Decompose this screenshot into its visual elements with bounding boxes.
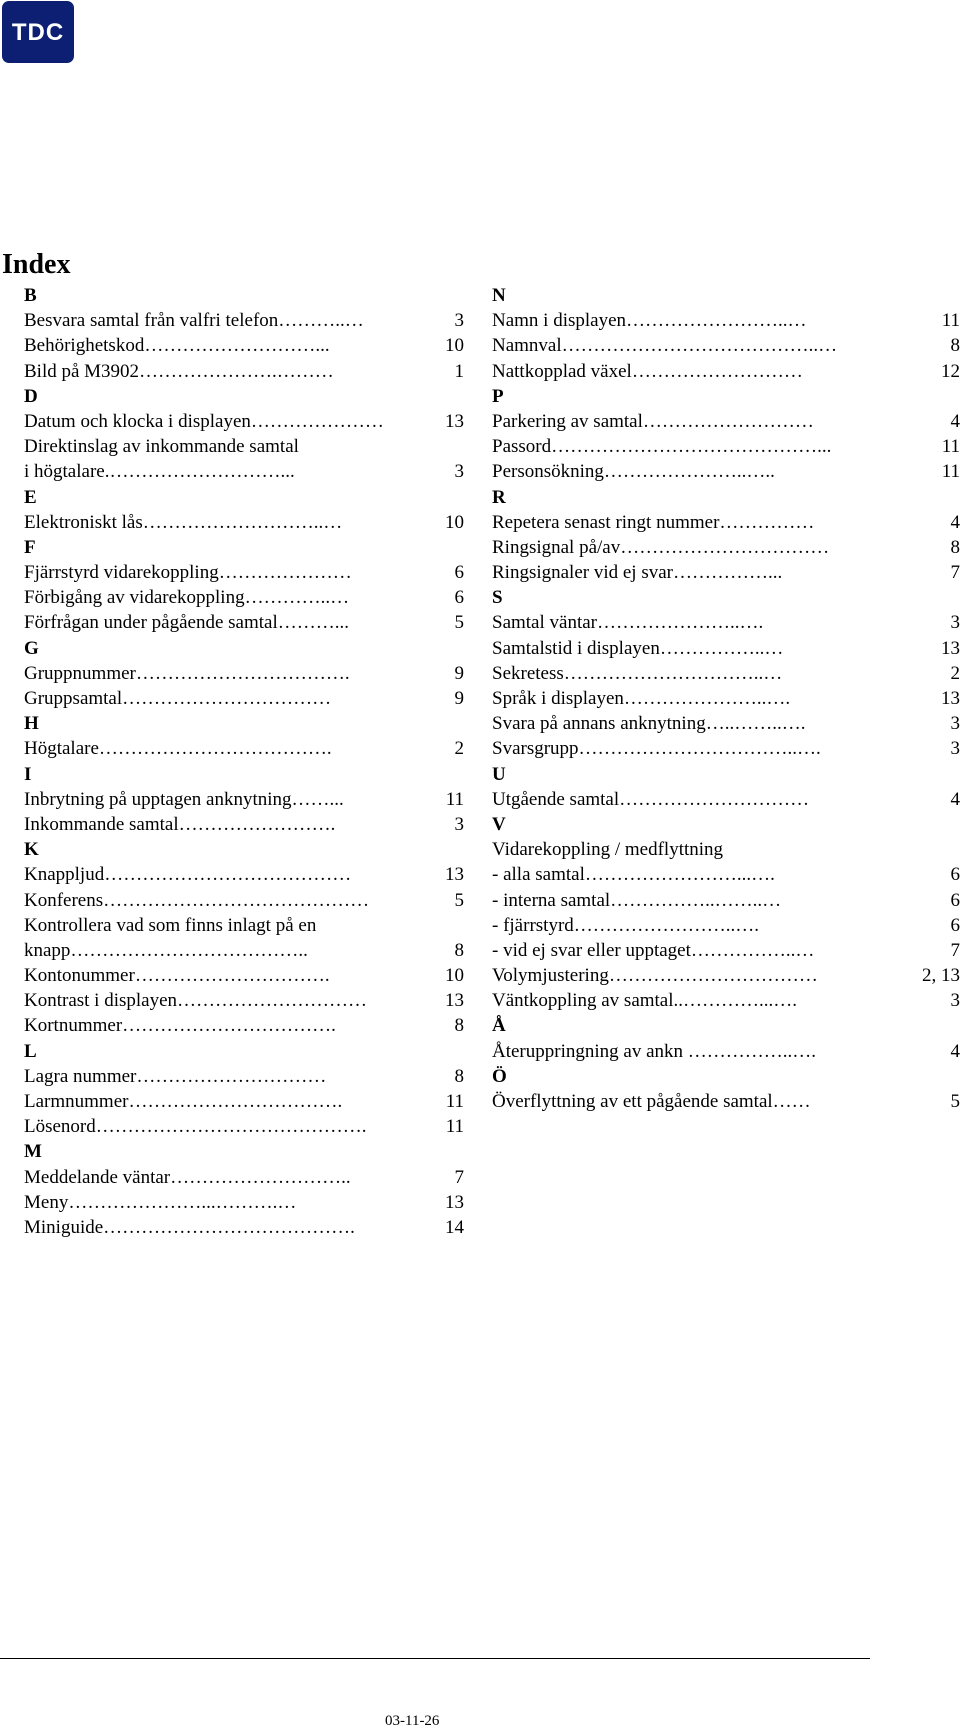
- index-entry-label: Kontonummer………………………….: [24, 965, 330, 987]
- index-entry: [24, 308, 464, 333]
- index-entry-label: Larmnummer…………………………….: [24, 1091, 343, 1112]
- index-entry-label: Lösenord…………………………………….: [24, 1116, 367, 1138]
- index-entry-page: 13: [445, 990, 464, 1012]
- index-entry-label: Besvara samtal från valfri telefon………..…: [24, 310, 364, 332]
- index-entry: [24, 510, 464, 535]
- index-entry: [492, 535, 960, 560]
- index-entry-label: Parkering av samtal………………………: [492, 410, 814, 432]
- index-entry: [492, 636, 960, 661]
- index-entry-page: 8: [454, 939, 464, 961]
- index-entry-label: Gruppsamtal……………………………: [24, 688, 332, 709]
- index-entry-label: Ringsignal på/av……………………………: [492, 536, 830, 558]
- index-letter-heading: R: [492, 486, 506, 508]
- index-entry-label: Passord……………………………………...: [492, 436, 832, 458]
- index-letter-heading: Å: [492, 1015, 506, 1037]
- index-entry-label: Nattkopplad växel………………………: [492, 360, 803, 382]
- index-letter-heading: M: [24, 1141, 42, 1163]
- index-entry: [24, 409, 464, 434]
- index-letter-heading: F: [24, 536, 36, 558]
- index-entry: [24, 1064, 464, 1089]
- index-entry: [492, 661, 960, 686]
- index-entry: [24, 1190, 464, 1215]
- index-entry-label: Högtalare……………………………….: [24, 738, 332, 760]
- index-entry-label: Väntkoppling av samtal..…………...….: [492, 990, 798, 1012]
- index-entry-label: Namnval…………………………………..…: [492, 335, 838, 357]
- index-entry-label: Inkommande samtal…………………….: [24, 813, 336, 835]
- index-letter-heading: G: [24, 637, 39, 659]
- index-entry-label: Behörighetskod………………………...: [24, 335, 330, 357]
- index-entry: [24, 560, 464, 585]
- index-entry-page: 8: [454, 1065, 464, 1087]
- index-letter-heading: Ö: [492, 1065, 507, 1087]
- index-entry-label: Repetera senast ringt nummer……………: [492, 511, 815, 533]
- index-entry-page: 3: [950, 990, 960, 1012]
- footer-divider: [0, 1658, 870, 1659]
- index-entry-page: 4: [950, 511, 960, 533]
- index-entry-page: 11: [445, 788, 464, 810]
- index-entry: [24, 862, 464, 887]
- index-entry-page: 5: [454, 612, 464, 634]
- index-entry: [492, 711, 960, 736]
- index-entry: [24, 736, 464, 761]
- index-entry: [24, 434, 464, 459]
- index-entry-label: Miniguide………………………………….: [24, 1216, 355, 1238]
- page-title: Index: [2, 249, 71, 280]
- index-entry: [492, 1039, 960, 1064]
- index-entry-page: 10: [445, 511, 464, 533]
- index-entry-page: 6: [950, 889, 960, 911]
- index-entry-label: - alla samtal……………………...….: [492, 864, 775, 886]
- index-entry-page: 7: [454, 1166, 464, 1188]
- index-entry-page: 8: [950, 536, 960, 558]
- index-entry-label: Överflyttning av ett pågående samtal……: [492, 1091, 811, 1112]
- index-entry: [24, 333, 464, 358]
- index-entry: [492, 308, 960, 333]
- svg-text:TDC: TDC: [11, 19, 65, 46]
- index-entry-page: 10: [445, 335, 464, 357]
- index-entry-label: Knappljud…………………………………: [24, 864, 352, 886]
- index-entry-page: 9: [454, 662, 464, 684]
- index-entry-page: 1: [454, 360, 464, 382]
- index-entry-page: 6: [950, 864, 960, 886]
- index-entry-page: 12: [941, 360, 960, 382]
- index-entry-page: 13: [941, 637, 960, 659]
- index-entry-label: Gruppnummer…………………………….: [24, 662, 350, 684]
- index-entry-label: - vid ej svar eller upptaget……………..…: [492, 939, 815, 961]
- index-entry: [24, 585, 464, 610]
- index-entry-label: Svara på annans anknytning…..……..….: [492, 713, 806, 735]
- index-entry-label: Utgående samtal…………………………: [492, 788, 810, 810]
- index-entry: [492, 862, 960, 887]
- index-entry: [24, 988, 464, 1013]
- index-entry-label: Meny…………………...……….…: [24, 1191, 297, 1213]
- index-entry: [492, 359, 960, 384]
- index-entry-label: Konferens……………………………………: [24, 889, 370, 911]
- index-entry-label: Kortnummer…………………………….: [24, 1015, 336, 1037]
- tdc-logo: [2, 1, 74, 63]
- index-entry: [24, 812, 464, 837]
- index-letter-heading: B: [24, 285, 37, 306]
- index-entry-page: 5: [950, 1091, 960, 1112]
- tdc-logo-icon: [6, 18, 70, 46]
- index-entry: [24, 359, 464, 384]
- index-entry-label: Meddelande väntar………………………..: [24, 1166, 351, 1188]
- footer-date: 03-11-26: [385, 1713, 440, 1729]
- index-entry-label: Volymjustering……………………………: [492, 965, 818, 987]
- index-entry-page: 3: [950, 738, 960, 760]
- index-entry-page: 7: [950, 939, 960, 961]
- index-entry-page: 3: [454, 461, 464, 483]
- index-entry: [24, 888, 464, 913]
- index-entry-page: 4: [950, 788, 960, 810]
- index-entry-label: Språk i displayen…………………..….: [492, 688, 791, 709]
- index-entry: [24, 1215, 464, 1240]
- index-entry-label: knapp………………………………..: [24, 939, 308, 961]
- index-letter-heading: H: [24, 713, 39, 735]
- index-entry-label: i högtalare.………………………...: [24, 461, 295, 483]
- index-letter-heading: E: [24, 486, 37, 508]
- index-entry: [492, 333, 960, 358]
- index-entry: [24, 459, 464, 484]
- index-entry-page: 3: [950, 612, 960, 634]
- index-entry: [24, 1165, 464, 1190]
- index-entry: [492, 686, 960, 711]
- index-entry-label: Fjärrstyrd vidarekoppling…………………: [24, 562, 352, 584]
- index-entry: [492, 787, 960, 812]
- index-letter-heading: V: [492, 813, 506, 835]
- index-entry: [492, 510, 960, 535]
- index-entry: [492, 459, 960, 484]
- index-entry-page: 13: [445, 864, 464, 886]
- index-entry: [492, 888, 960, 913]
- index-entry: [492, 988, 960, 1013]
- index-entry: [492, 409, 960, 434]
- index-entry-page: 2: [950, 662, 960, 684]
- index-entry-page: 4: [950, 410, 960, 432]
- index-entry-page: 6: [454, 587, 464, 609]
- index-entry-label: Direktinslag av inkommande samtal: [24, 436, 299, 458]
- index-entry-label: Namn i displayen……………………..…: [492, 310, 807, 332]
- index-entry-page: 14: [445, 1216, 464, 1238]
- index-letter-heading: N: [492, 285, 506, 306]
- index-entry-label: Förfrågan under pågående samtal………...: [24, 612, 350, 634]
- index-entry-label: Lagra nummer…………………………: [24, 1065, 327, 1087]
- index-entry-page: 7: [950, 562, 960, 584]
- index-entry-label: Kontrast i displayen…………………………: [24, 990, 368, 1012]
- index-entry-label: Samtalstid i displayen……………..…: [492, 637, 784, 659]
- index-entry: [492, 837, 960, 862]
- index-letter-heading: U: [492, 763, 506, 785]
- index-entry-label: Datum och klocka i displayen…………………: [24, 410, 384, 432]
- index-entry: [492, 736, 960, 761]
- index-entry-page: 10: [445, 965, 464, 987]
- index-entry: [492, 610, 960, 635]
- index-entry: [24, 686, 464, 711]
- index-entry-page: 11: [445, 1116, 464, 1138]
- index-entry-label: Inbrytning på upptagen anknytning……...: [24, 788, 344, 810]
- index-letter-heading: K: [24, 839, 39, 861]
- index-entry-label: - fjärrstyrd……………………..….: [492, 914, 760, 936]
- index-entry: [24, 610, 464, 635]
- index-entry-page: 8: [950, 335, 960, 357]
- index-entry-page: 6: [950, 914, 960, 936]
- index-entry-page: 11: [941, 461, 960, 483]
- index-entry-page: 6: [454, 562, 464, 584]
- index-entry-page: 2, 13: [922, 965, 960, 987]
- index-entry-label: Svarsgrupp……………………………..….: [492, 738, 821, 760]
- index-entry-label: Elektroniskt lås………………………..…: [24, 511, 343, 533]
- index-entry: [24, 963, 464, 988]
- index-entry: [24, 787, 464, 812]
- index-entry-page: 3: [454, 310, 464, 332]
- index-entry: [492, 1089, 960, 1114]
- index-entry-page: 2: [454, 738, 464, 760]
- index-entry-page: 11: [941, 310, 960, 332]
- index-entry-page: 3: [454, 813, 464, 835]
- index-entry-page: 8: [454, 1015, 464, 1037]
- index-entry-page: 3: [950, 713, 960, 735]
- index-entry-label: Ringsignaler vid ej svar……………...: [492, 562, 783, 584]
- index-entry-label: Förbigång av vidarekoppling…………..…: [24, 587, 350, 609]
- index-entry-label: - interna samtal……………..……..…: [492, 889, 782, 911]
- index-entry-label: Kontrollera vad som finns inlagt på en: [24, 914, 317, 936]
- index-entry: [24, 1114, 464, 1139]
- index-entry-page: 11: [941, 436, 960, 458]
- index-entry: [492, 938, 960, 963]
- index-entry: [24, 1089, 464, 1114]
- index-entry: [24, 938, 464, 963]
- index-entry-label: Personsökning…………………..…..: [492, 461, 775, 483]
- index-entry-page: 5: [454, 889, 464, 911]
- index-letter-heading: P: [492, 385, 504, 407]
- index-letter-heading: S: [492, 587, 503, 609]
- index-entry-page: 4: [950, 1040, 960, 1062]
- index-column-right: [492, 283, 960, 1114]
- index-letter-heading: I: [24, 763, 32, 785]
- index-entry: [492, 913, 960, 938]
- index-entry: [24, 913, 464, 938]
- index-entry-label: Sekretess…………………………..…: [492, 662, 783, 684]
- index-entry: [24, 1013, 464, 1038]
- index-entry: [24, 661, 464, 686]
- index-letter-heading: L: [24, 1040, 37, 1062]
- index-letter-heading: D: [24, 385, 38, 407]
- index-entry-page: 13: [941, 688, 960, 709]
- index-column-left: [24, 283, 464, 1240]
- index-entry-label: Vidarekoppling / medflyttning: [492, 839, 724, 861]
- index-entry-label: Bild på M3902………………….………: [24, 360, 334, 382]
- index-entry-label: Samtal väntar…………………..….: [492, 612, 764, 634]
- index-entry: [492, 963, 960, 988]
- index-entry-label: Återuppringning av ankn ……………..….: [492, 1040, 817, 1062]
- index-entry-page: 9: [454, 688, 464, 709]
- index-entry-page: 13: [445, 1191, 464, 1213]
- index-entry: [492, 560, 960, 585]
- index-entry-page: 11: [445, 1091, 464, 1112]
- index-entry: [492, 434, 960, 459]
- index-entry-page: 13: [445, 410, 464, 432]
